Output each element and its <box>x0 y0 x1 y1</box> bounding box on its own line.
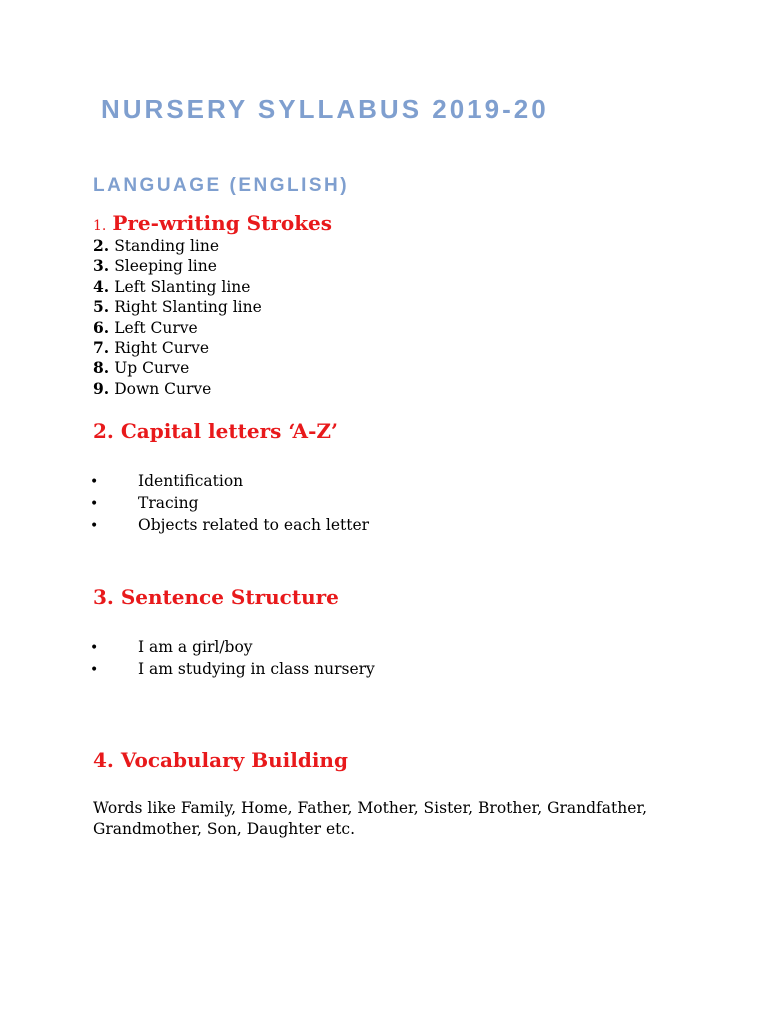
item-number: 4. <box>93 276 110 296</box>
list-item <box>93 318 262 338</box>
sentence-structure-list <box>90 637 375 681</box>
item-number: 5. <box>93 297 110 317</box>
section-title-text: Pre-writing Strokes <box>112 211 333 235</box>
item-text: Right Curve <box>114 339 210 358</box>
item-number: 7. <box>93 338 110 358</box>
item-text: Tracing <box>138 494 199 512</box>
bullet-icon: • <box>90 496 99 512</box>
bullet-icon: • <box>90 640 99 656</box>
list-item <box>93 297 262 317</box>
list-item <box>90 515 369 537</box>
bullet-icon: • <box>90 518 99 534</box>
item-text: Left Curve <box>114 318 198 337</box>
list-item <box>93 379 262 399</box>
list-item <box>90 637 375 659</box>
list-item <box>93 277 262 297</box>
section-title-pre-writing <box>93 211 332 235</box>
item-number: 3. <box>93 256 110 276</box>
bullet-icon: • <box>90 662 99 678</box>
item-text: I am studying in class nursery <box>138 660 375 678</box>
list-item <box>93 358 262 378</box>
item-text: Sleeping line <box>114 257 217 276</box>
item-number: 9. <box>93 378 110 398</box>
item-text: Right Slanting line <box>114 298 262 317</box>
item-number: 8. <box>93 358 110 378</box>
section-title-capital-letters: 2. Capital letters ‘A-Z’ <box>93 419 338 443</box>
list-item <box>90 659 375 681</box>
list-item <box>93 338 262 358</box>
item-text: Objects related to each letter <box>138 516 370 534</box>
section-title-vocabulary: 4. Vocabulary Building <box>93 748 348 772</box>
subject-heading: LANGUAGE (ENGLISH) <box>93 175 350 196</box>
page-title: NURSERY SYLLABUS 2019-20 <box>101 94 549 124</box>
list-item <box>90 471 369 493</box>
section-title-sentence-structure: 3. Sentence Structure <box>93 585 339 609</box>
capital-letters-list <box>90 471 369 537</box>
item-text: Standing line <box>114 237 220 255</box>
item-text: Up Curve <box>114 359 190 378</box>
section-number: 1. <box>93 218 107 234</box>
vocabulary-paragraph: Words like Family, Home, Father, Mother, Sister, Brother, Grandfather, Grandmother, Son, Daughter etc. <box>93 799 648 838</box>
item-text: I am a girl/boy <box>138 638 253 656</box>
item-number: 2. <box>93 236 110 255</box>
stroke-list <box>93 236 262 399</box>
item-text: Down Curve <box>114 379 212 398</box>
list-item <box>90 493 369 515</box>
item-text: Left Slanting line <box>114 277 251 296</box>
item-number: 6. <box>93 317 110 337</box>
bullet-icon: • <box>90 474 99 490</box>
item-text: Identification <box>138 472 244 490</box>
list-item <box>93 236 262 256</box>
list-item <box>93 256 262 276</box>
